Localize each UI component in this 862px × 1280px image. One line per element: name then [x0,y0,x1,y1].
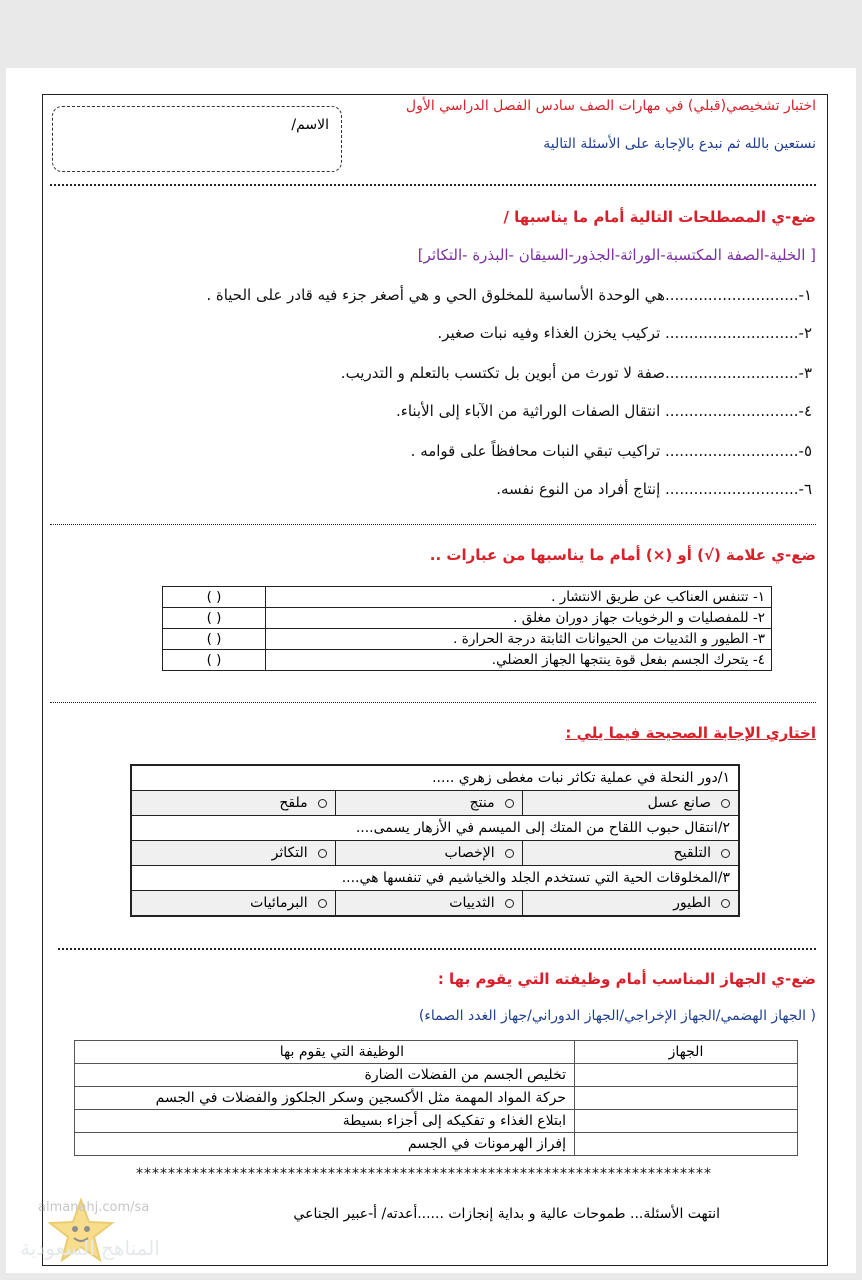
option[interactable]: منتج [335,791,522,816]
table-row [75,1110,798,1133]
section2-heading: ضع-ي علامة (√) أو (×) أمام ما يناسبها من عبارات .. [429,546,816,564]
option[interactable]: ملقح [131,791,335,816]
table-row [75,1087,798,1110]
radio-circle-icon[interactable] [721,799,730,808]
watermark-url: almanahj.com/sa [38,1200,150,1215]
radio-circle-icon[interactable] [318,799,327,808]
radio-circle-icon[interactable] [721,899,730,908]
table-row [163,587,772,608]
true-false-table [162,586,772,671]
radio-circle-icon[interactable] [505,849,514,858]
system-answer-cell[interactable] [575,1110,798,1133]
stars-divider: ************************************************************************ [136,1166,712,1182]
radio-circle-icon[interactable] [318,849,327,858]
list-item: ١-............................هي الوحدة الأساسية للمخلوق الحي و هي أصغر جزء فيه قادر على الحياة . [206,286,812,304]
separator [50,524,816,525]
radio-circle-icon[interactable] [318,899,327,908]
answer-cell[interactable]: ( ) [163,650,266,671]
answer-cell[interactable]: ( ) [163,587,266,608]
answer-cell[interactable]: ( ) [163,629,266,650]
question-text: ٣/المخلوقات الحية التي تستخدم الجلد والخياشيم في تنفسها هي.... [131,866,739,891]
statement-cell: ٣- الطيور و الثدييات من الحيوانات الثابتة درجة الحرارة . [266,629,772,650]
question-row [131,765,739,791]
separator [58,948,816,950]
question-text: ١/دور النحلة في عملية تكاثر نبات مغطى زهري ..... [131,765,739,791]
radio-circle-icon[interactable] [721,849,730,858]
section3-heading: اختاري الإجابة الصحيحة فيما يلي : [565,724,816,742]
section1-terms: [ الخلية-الصفة المكتسبة-الوراثة-الجذور-السيقان -البذرة -التكاثر] [417,246,816,264]
column-header-function: الوظيفة التي يقوم بها [75,1041,575,1064]
section4-systems: ( الجهاز الهضمي/الجهاز الإخراجي/الجهاز الدوراني/جهاز الغدد الصماء) [418,1008,816,1024]
watermark [12,1196,262,1272]
question-row [131,866,739,891]
option[interactable]: الثدييات [335,891,522,917]
radio-circle-icon[interactable] [505,799,514,808]
option[interactable]: البرمائيات [131,891,335,917]
table-row [163,608,772,629]
closing-text: انتهت الأسئلة... طموحات عالية و بداية إنجازات ......أعدته/ أ-عبير الجناعي [293,1206,720,1222]
table-row [163,650,772,671]
section1-heading: ضع-ي المصطلحات التالية أمام ما يناسبها / [503,208,816,226]
function-cell: إفراز الهرمونات في الجسم [75,1133,575,1156]
statement-cell: ٤- يتحرك الجسم بفعل قوة ينتجها الجهاز العضلي. [266,650,772,671]
option[interactable]: الإخصاب [335,841,522,866]
options-row [131,791,739,816]
column-header-system: الجهاز [575,1041,798,1064]
name-box[interactable] [52,106,342,172]
statement-cell: ١- تتنفس العناكب عن طريق الانتشار . [266,587,772,608]
radio-circle-icon[interactable] [505,899,514,908]
option[interactable]: التكاثر [131,841,335,866]
systems-table [74,1040,798,1156]
question-row [131,816,739,841]
statement-cell: ٢- للمفصليات و الرخويات جهاز دوران مغلق . [266,608,772,629]
section4-heading: ضع-ي الجهاز المناسب أمام وظيفته التي يقوم بها : [437,970,816,988]
question-text: ٢/انتقال حبوب اللقاح من المتك إلى الميسم في الأزهار يسمى.... [131,816,739,841]
list-item: ٤-............................ انتقال الصفات الوراثية من الآباء إلى الأبناء. [396,402,812,420]
table-row [75,1064,798,1087]
options-row [131,841,739,866]
system-answer-cell[interactable] [575,1087,798,1110]
exam-page [6,68,856,1273]
multiple-choice-table [130,764,740,917]
function-cell: تخليص الجسم من الفضلات الضارة [75,1064,575,1087]
exam-title: اختبار تشخيصي(قبلي) في مهارات الصف سادس الفصل الدراسي الأول [405,98,816,114]
system-answer-cell[interactable] [575,1064,798,1087]
function-cell: حركة المواد المهمة مثل الأكسجين وسكر الجلكوز والفضلات في الجسم [75,1087,575,1110]
list-item: ٥-............................ تراكيب تبقي النبات محافظاً على قوامه . [410,442,812,460]
exam-subtitle: نستعين بالله ثم نبدع بالإجابة على الأسئلة التالية [543,136,816,152]
name-label: الاسم/ [291,117,329,133]
separator [50,184,816,186]
list-item: ٢-............................ تركيب يخزن الغذاء وفيه نبات صغير. [437,324,812,342]
option[interactable]: صانع عسل [522,791,739,816]
options-row [131,891,739,917]
list-item: ٣-............................صفة لا تورث من أبوين بل تكتسب بالتعلم و التدريب. [340,364,812,382]
table-row [75,1133,798,1156]
separator [50,702,816,703]
answer-cell[interactable]: ( ) [163,608,266,629]
option[interactable]: الطيور [522,891,739,917]
function-cell: ابتلاع الغذاء و تفكيكه إلى أجزاء بسيطة [75,1110,575,1133]
system-answer-cell[interactable] [575,1133,798,1156]
watermark-text: المناهج السعودية [20,1236,160,1260]
table-row [163,629,772,650]
table-header-row [75,1041,798,1064]
list-item: ٦-............................ إنتاج أفراد من النوع نفسه. [496,480,812,498]
option[interactable]: التلقيح [522,841,739,866]
